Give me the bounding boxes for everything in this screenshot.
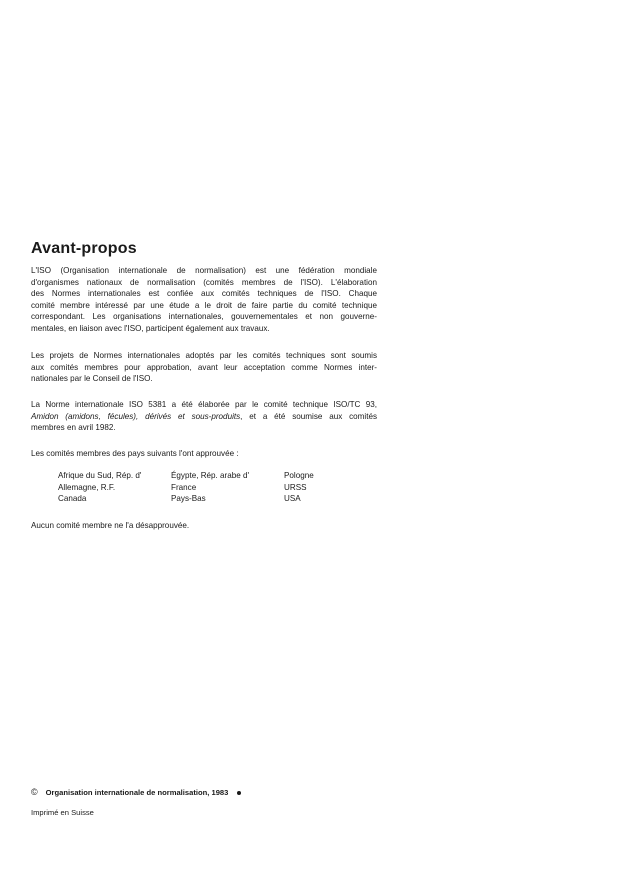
country-name: France <box>171 482 197 492</box>
country-name: URSS <box>284 482 307 492</box>
country-name: USA <box>284 494 301 503</box>
copyright-line <box>31 787 241 798</box>
copyright-icon: © <box>31 787 38 797</box>
text-line: d'organismes nationaux de normalisation (comités membres de l'ISO). L'élaboration <box>31 277 377 287</box>
country-name: Égypte, Rép. arabe d' <box>171 471 250 480</box>
text-line: membres en avril 1982. <box>31 423 116 432</box>
country-column <box>58 470 141 505</box>
country-name: Pays-Bas <box>171 494 206 503</box>
copyright-text: Organisation internationale de normalisation, 1983 <box>45 788 229 797</box>
country-name: Allemagne, R.F. <box>58 482 116 492</box>
country-column <box>171 470 249 505</box>
country-name: Afrique du Sud, Rép. d' <box>58 471 142 480</box>
text-fragment: , et a été soumise aux comités <box>240 411 377 421</box>
country-name: Canada <box>58 494 87 503</box>
text-line: aux comités membres pour approbation, avant leur acceptation comme Normes inter- <box>31 362 377 372</box>
printed-in: Imprimé en Suisse <box>31 808 94 817</box>
disapproval-statement: Aucun comité membre ne l'a désapprouvée. <box>31 521 190 530</box>
text-line <box>31 411 377 423</box>
text-line: Les projets de Normes internationales adoptés par les comités techniques sont soumis <box>31 351 377 360</box>
text-line: comité membre intéressé par une étude a le droit de faire partie du comité technique <box>31 300 377 310</box>
country-column <box>284 470 314 505</box>
country-name: Pologne <box>284 471 314 480</box>
text-line: mentales, en liaison avec l'ISO, participent également aux travaux. <box>31 323 270 333</box>
text-line: nationales par le Conseil de l'ISO. <box>31 374 153 383</box>
text-line: des Normes internationales est confiée aux comités techniques de l'ISO. Chaque <box>31 289 377 298</box>
committee-title: Amidon (amidons, fécules), dérivés et sous-produits <box>31 411 241 421</box>
section-title: Avant-propos <box>31 240 137 257</box>
bullet-icon <box>237 791 241 795</box>
approval-intro: Les comités membres des pays suivants l'ont approuvée : <box>31 449 239 458</box>
foreword-paragraph-projects <box>31 350 377 385</box>
text-line: L'ISO (Organisation internationale de normalisation) est une fédération mondiale <box>31 266 377 275</box>
text-line: correspondant. Les organisations internationales, gouvernementales et non gouverne- <box>31 312 377 321</box>
foreword-paragraph-standard <box>31 399 377 434</box>
foreword-paragraph-iso <box>31 265 377 334</box>
text-line: La Norme internationale ISO 5381 a été élaborée par le comité technique ISO/TC 93, <box>31 400 377 409</box>
